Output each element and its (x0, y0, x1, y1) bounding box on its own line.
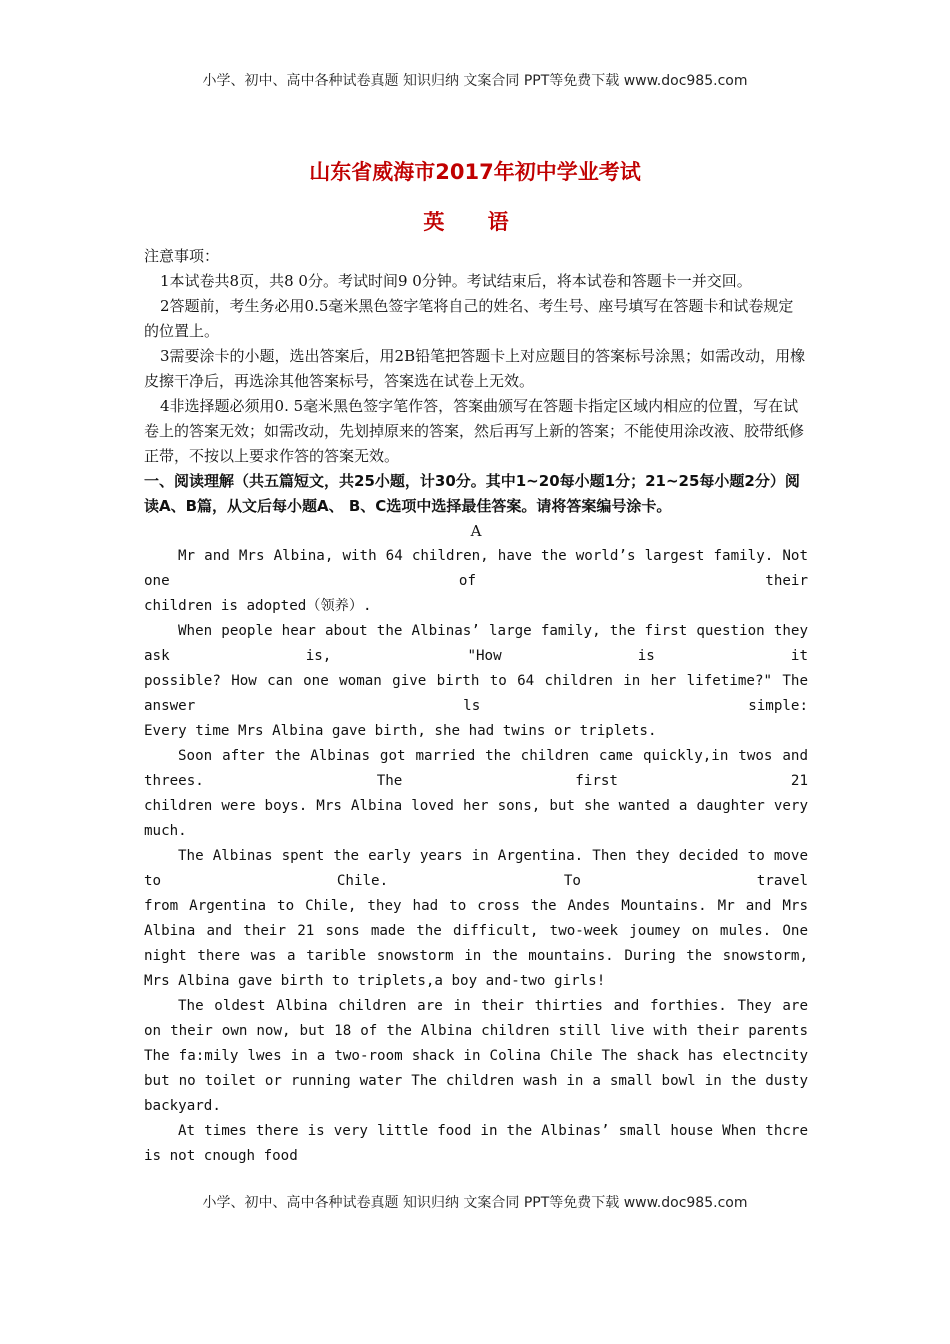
passage-line: Mr and Mrs Albina, with 64 children, have the world’s largest family. Not one of their (144, 548, 808, 589)
exam-title: 山东省威海市2017年初中学业考试 (309, 160, 641, 184)
exam-body (144, 244, 808, 1169)
passage-line: Soon after the Albinas got married the children came quickly,in twos and threes. The first 21 (144, 748, 808, 789)
note-item: 2答题前，考生务必用0.5毫米黑色签字笔将自己的姓名、考生号、座号填写在答题卡和试卷规定的位置上。 (144, 297, 794, 340)
passage-line: The Albinas spent the early years in Argentina. Then they decided to move to Chile. To travel (144, 848, 808, 889)
passage-line: possible? How can one woman give birth to 64 children in her lifetime?" The answer ls simple: (144, 673, 808, 714)
passage-paragraph: The oldest Albina children are in their thirties and forthies. They are on their own now, but 18 of the Albina children still live with their parents The fa:mily lwes in a two-room shack in Colina Chile The shack has electncity but no toilet or running water The children wash in a small bowl in the dusty backyard. (144, 998, 808, 1114)
page-header: 小学、初中、高中各种试卷真题 知识归纳 文案合同 PPT等免费下载 www.doc985.com (202, 73, 748, 89)
note-item: 1本试卷共8页，共8 0分。考试时间9 0分钟。考试结束后，将本试卷和答题卡一并交回。 (160, 272, 752, 290)
passage-line: At times there is very little food in the Albinas’ small house When thcre is not cnough food (144, 1123, 808, 1164)
passage-label: A (470, 522, 482, 540)
notes-heading: 注意事项： (144, 247, 220, 265)
note-item: 3需要涂卡的小题，选出答案后，用2B铅笔把答题卡上对应题目的答案标号涂黑；如需改动，用橡皮擦干净后，再选涂其他答案标号，答案选在试卷上无效。 (144, 347, 806, 390)
passage-line: children were boys. Mrs Albina loved her sons, but she wanted a daughter very much. (144, 798, 808, 839)
section-heading: 一、阅读理解（共五篇短文，共25小题，计30分。其中1~20每小题1分；21~25每小题2分）阅读A、B篇，从文后每小题A、 B、C选项中选择最佳答案。请将答案编号涂卡。 (144, 472, 800, 515)
page-footer: 小学、初中、高中各种试卷真题 知识归纳 文案合同 PPT等免费下载 www.doc985.com (202, 1195, 748, 1211)
passage-line: from Argentina to Chile, they had to cross the Andes Mountains. Mr and Mrs Albina and their 21 sons made the difficult, two-week joumey on mules. One night there was a tarible snowstorm in the mountains. During the snowstorm, Mrs Albina gave birth to triplets,a boy and-two girls! (144, 898, 808, 989)
passage-line: children is adopted（领养）. (144, 598, 372, 614)
passage-line: When people hear about the Albinas’ large family, the first question they ask is, "How is it (144, 623, 808, 664)
subject-title: 英 语 (423, 210, 527, 234)
passage-line: Every time Mrs Albina gave birth, she had twins or triplets. (144, 723, 657, 739)
note-item: 4非选择题必须用0. 5毫米黑色签字笔作答，答案曲颁写在答题卡指定区域内相应的位置，写在试卷上的答案无效；如需改动，先划掉原来的答案，然后再写上新的答案；不能使用涂改液、胶带纸修正带，不按以上要求作答的答案无效。 (144, 397, 805, 465)
